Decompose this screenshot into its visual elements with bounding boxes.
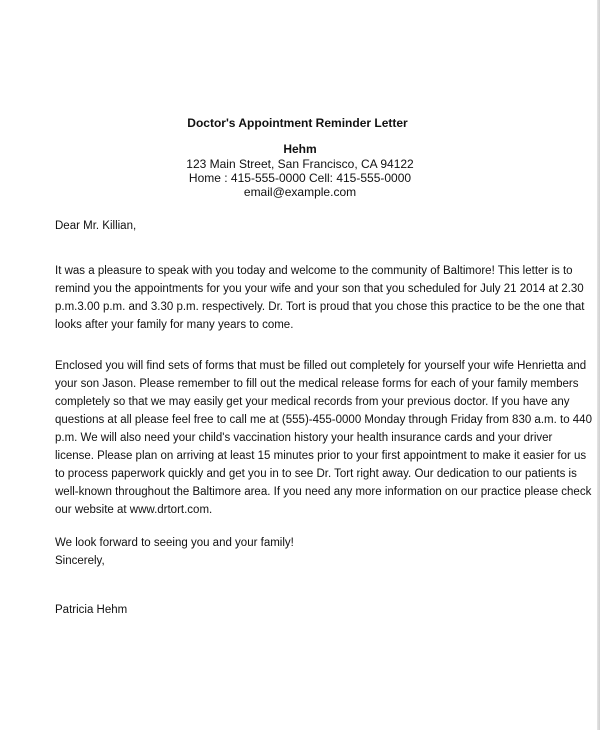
sender-email: email@example.com	[243, 185, 357, 199]
paragraph-line: well-known throughout the Baltimore area. If you need any more information on our practice please check	[55, 486, 592, 498]
paragraph-line: p.m. We will also need your child's vaccination history your health insurance cards and your driver	[55, 432, 553, 444]
paragraph-line: remind you the appointments for you your wife and your son that you scheduled for July 21 2014 at 2.30	[55, 283, 584, 295]
paragraph-line: It was a pleasure to speak with you today and welcome to the community of Baltimore! This letter is to	[55, 265, 573, 277]
paragraph-line: completely so that we may easily get your medical records from your previous doctor. If you have any	[55, 396, 570, 408]
paragraph-line: to process paperwork quickly and get you in to see Dr. Tort right away. Our dedication to our patients is	[55, 468, 577, 480]
sender-phones: Home : 415-555-0000 Cell: 415-555-0000	[188, 171, 412, 185]
paragraph-line: p.m.3.00 p.m. and 3.30 p.m. respectively. Dr. Tort is proud that you chose this practice to be the one that	[55, 301, 585, 313]
closing: Sincerely,	[55, 555, 105, 567]
paragraph-closing-remark: We look forward to seeing you and your family!	[55, 537, 294, 549]
letter-title: Doctor's Appointment Reminder Letter	[187, 116, 408, 130]
paragraph-welcome	[55, 262, 585, 334]
paragraph-forms	[55, 357, 592, 519]
sender-address: 123 Main Street, San Francisco, CA 94122	[186, 157, 414, 171]
sender-name: Hehm	[283, 142, 317, 156]
paragraph-line: Enclosed you will find sets of forms that must be filled out completely for yourself your wife Henrietta and	[55, 360, 587, 372]
paragraph-line: our website at www.drtort.com.	[55, 504, 213, 516]
salutation: Dear Mr. Killian,	[55, 220, 137, 232]
signature-name: Patricia Hehm	[55, 604, 128, 616]
paragraph-line: looks after your family for many years to come.	[55, 319, 294, 331]
paragraph-line: questions at all please feel free to call me at (555)-455-0000 Monday through Friday from 830 a.m. to 440	[55, 414, 592, 426]
paragraph-line: license. Please plan on arriving at least 15 minutes prior to your first appointment to make it easier for us	[55, 450, 587, 462]
paragraph-line: your son Jason. Please remember to fill out the medical release forms for each of your family members	[55, 378, 579, 390]
